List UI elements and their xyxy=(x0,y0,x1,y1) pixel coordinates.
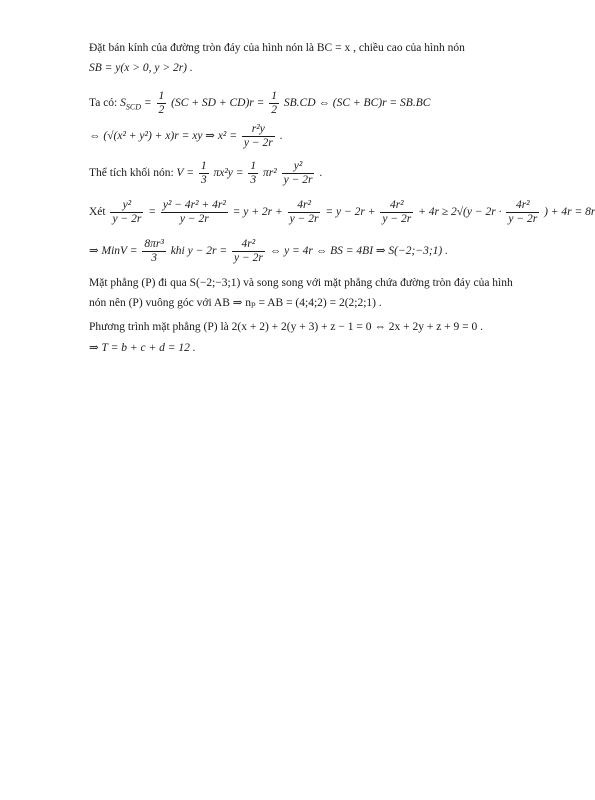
eq5-mid: πx²y = xyxy=(213,167,247,180)
frac-num: y² − 4r² + 4r² xyxy=(162,199,226,211)
text-line-9: nón nên (P) vuông góc với AB ⇒ nₚ = AB = (4;4;2) = 2(2;2;1) . xyxy=(89,297,382,309)
frac-num: y² xyxy=(110,199,143,213)
eq7-start: ⇒ MinV = xyxy=(89,245,141,258)
equation-line-6 xyxy=(89,199,595,226)
text-line-1: Đặt bán kính của đường tròn đáy của hình nón là BC = x , chiều cao của hình nón xyxy=(89,42,465,54)
eq5-v: V = xyxy=(176,167,197,180)
frac-den: 2 xyxy=(271,104,278,116)
frac-num: 1 xyxy=(250,160,257,172)
eq3-sub: SCD xyxy=(125,102,142,112)
frac-den: y − 2r xyxy=(233,252,263,264)
frac-den: y − 2r xyxy=(112,213,142,225)
fraction-8pir3 xyxy=(142,238,165,265)
equation-line-3 xyxy=(89,90,430,117)
eq3-mid: (SC + SD + CD)r = xyxy=(171,97,268,110)
fraction-y2b xyxy=(110,199,143,226)
eq3-end: SB.CD ⇔ (SC + BC)r = SB.BC xyxy=(283,97,431,110)
eq7-end: ⇔ y = 4r ⇔ BS = 4BI ⇒ S(−2;−3;1) . xyxy=(269,245,449,258)
fraction-half-2 xyxy=(269,90,279,117)
frac-den: 3 xyxy=(250,174,257,186)
frac-num: 4r² xyxy=(232,238,265,252)
eq3-eq: = xyxy=(141,97,155,110)
frac-num: 1 xyxy=(158,90,165,102)
eq6-eq3: = y − 2r + xyxy=(325,206,379,219)
frac-den: y − 2r xyxy=(508,213,538,225)
text-line-10: Phương trình mặt phẳng (P) là 2(x + 2) + 2(y + 3) + z − 1 = 0 ⇔ 2x + 2y + z + 9 = 0 . xyxy=(89,321,484,333)
eq6-end: ) + 4r = 8r xyxy=(544,206,595,219)
text-line-2: SB = y(x > 0, y > 2r) . xyxy=(89,62,193,74)
fraction-third-1 xyxy=(199,160,209,187)
equation-line-7 xyxy=(89,238,448,265)
eq5-prefix: Thể tích khối nón: xyxy=(89,167,177,180)
eq6-eq1: = xyxy=(148,206,159,219)
frac-den: y − 2r xyxy=(382,213,412,225)
equation-line-4 xyxy=(89,123,282,150)
frac-den: y − 2r xyxy=(179,213,209,225)
fraction-r2y xyxy=(242,123,275,150)
text-line-8: Mặt phẳng (P) đi qua S(−2;−3;1) và song song với mặt phẳng chứa đường tròn đáy của hình xyxy=(89,277,513,289)
text-line-11: ⇒ T = b + c + d = 12 . xyxy=(89,342,196,354)
frac-num: 8πr³ xyxy=(144,238,164,250)
eq4-end: . xyxy=(279,130,283,143)
eq3-s: S xyxy=(120,97,126,110)
frac-num: r²y xyxy=(242,123,275,137)
eq7-mid: khi y − 2r = xyxy=(170,245,230,258)
fraction-y2 xyxy=(282,160,315,187)
frac-den: y − 2r xyxy=(283,174,313,186)
fraction-4r2-a xyxy=(288,199,321,226)
frac-den: y − 2r xyxy=(243,137,273,149)
frac-num: 1 xyxy=(200,160,207,172)
fraction-4r2-d xyxy=(232,238,265,265)
fraction-4r2-b xyxy=(380,199,413,226)
fraction-mid xyxy=(161,199,228,226)
eq6-prefix: Xét xyxy=(89,206,109,219)
eq5-pi: πr² xyxy=(263,167,277,180)
frac-den: 3 xyxy=(151,252,157,264)
eq4-start: ⇔ (√(x² + y²) + x)r = xy ⇒ x² = xyxy=(89,130,240,143)
eq5-end: . xyxy=(319,167,323,180)
frac-den: 2 xyxy=(158,104,165,116)
frac-num: 4r² xyxy=(288,199,321,213)
frac-num: 1 xyxy=(271,90,278,102)
fraction-4r2-c xyxy=(506,199,539,226)
equation-line-5 xyxy=(89,160,322,187)
eq6-ineq: + 4r ≥ 2√(y − 2r · xyxy=(418,206,505,219)
eq6-eq2: = y + 2r + xyxy=(232,206,286,219)
frac-num: 4r² xyxy=(506,199,539,213)
frac-den: 3 xyxy=(200,174,207,186)
eq3-prefix: Ta có: xyxy=(89,97,121,110)
frac-num: 4r² xyxy=(380,199,413,213)
frac-den: y − 2r xyxy=(289,213,319,225)
frac-num: y² xyxy=(282,160,315,174)
fraction-third-2 xyxy=(248,160,258,187)
fraction-half-1 xyxy=(157,90,167,117)
